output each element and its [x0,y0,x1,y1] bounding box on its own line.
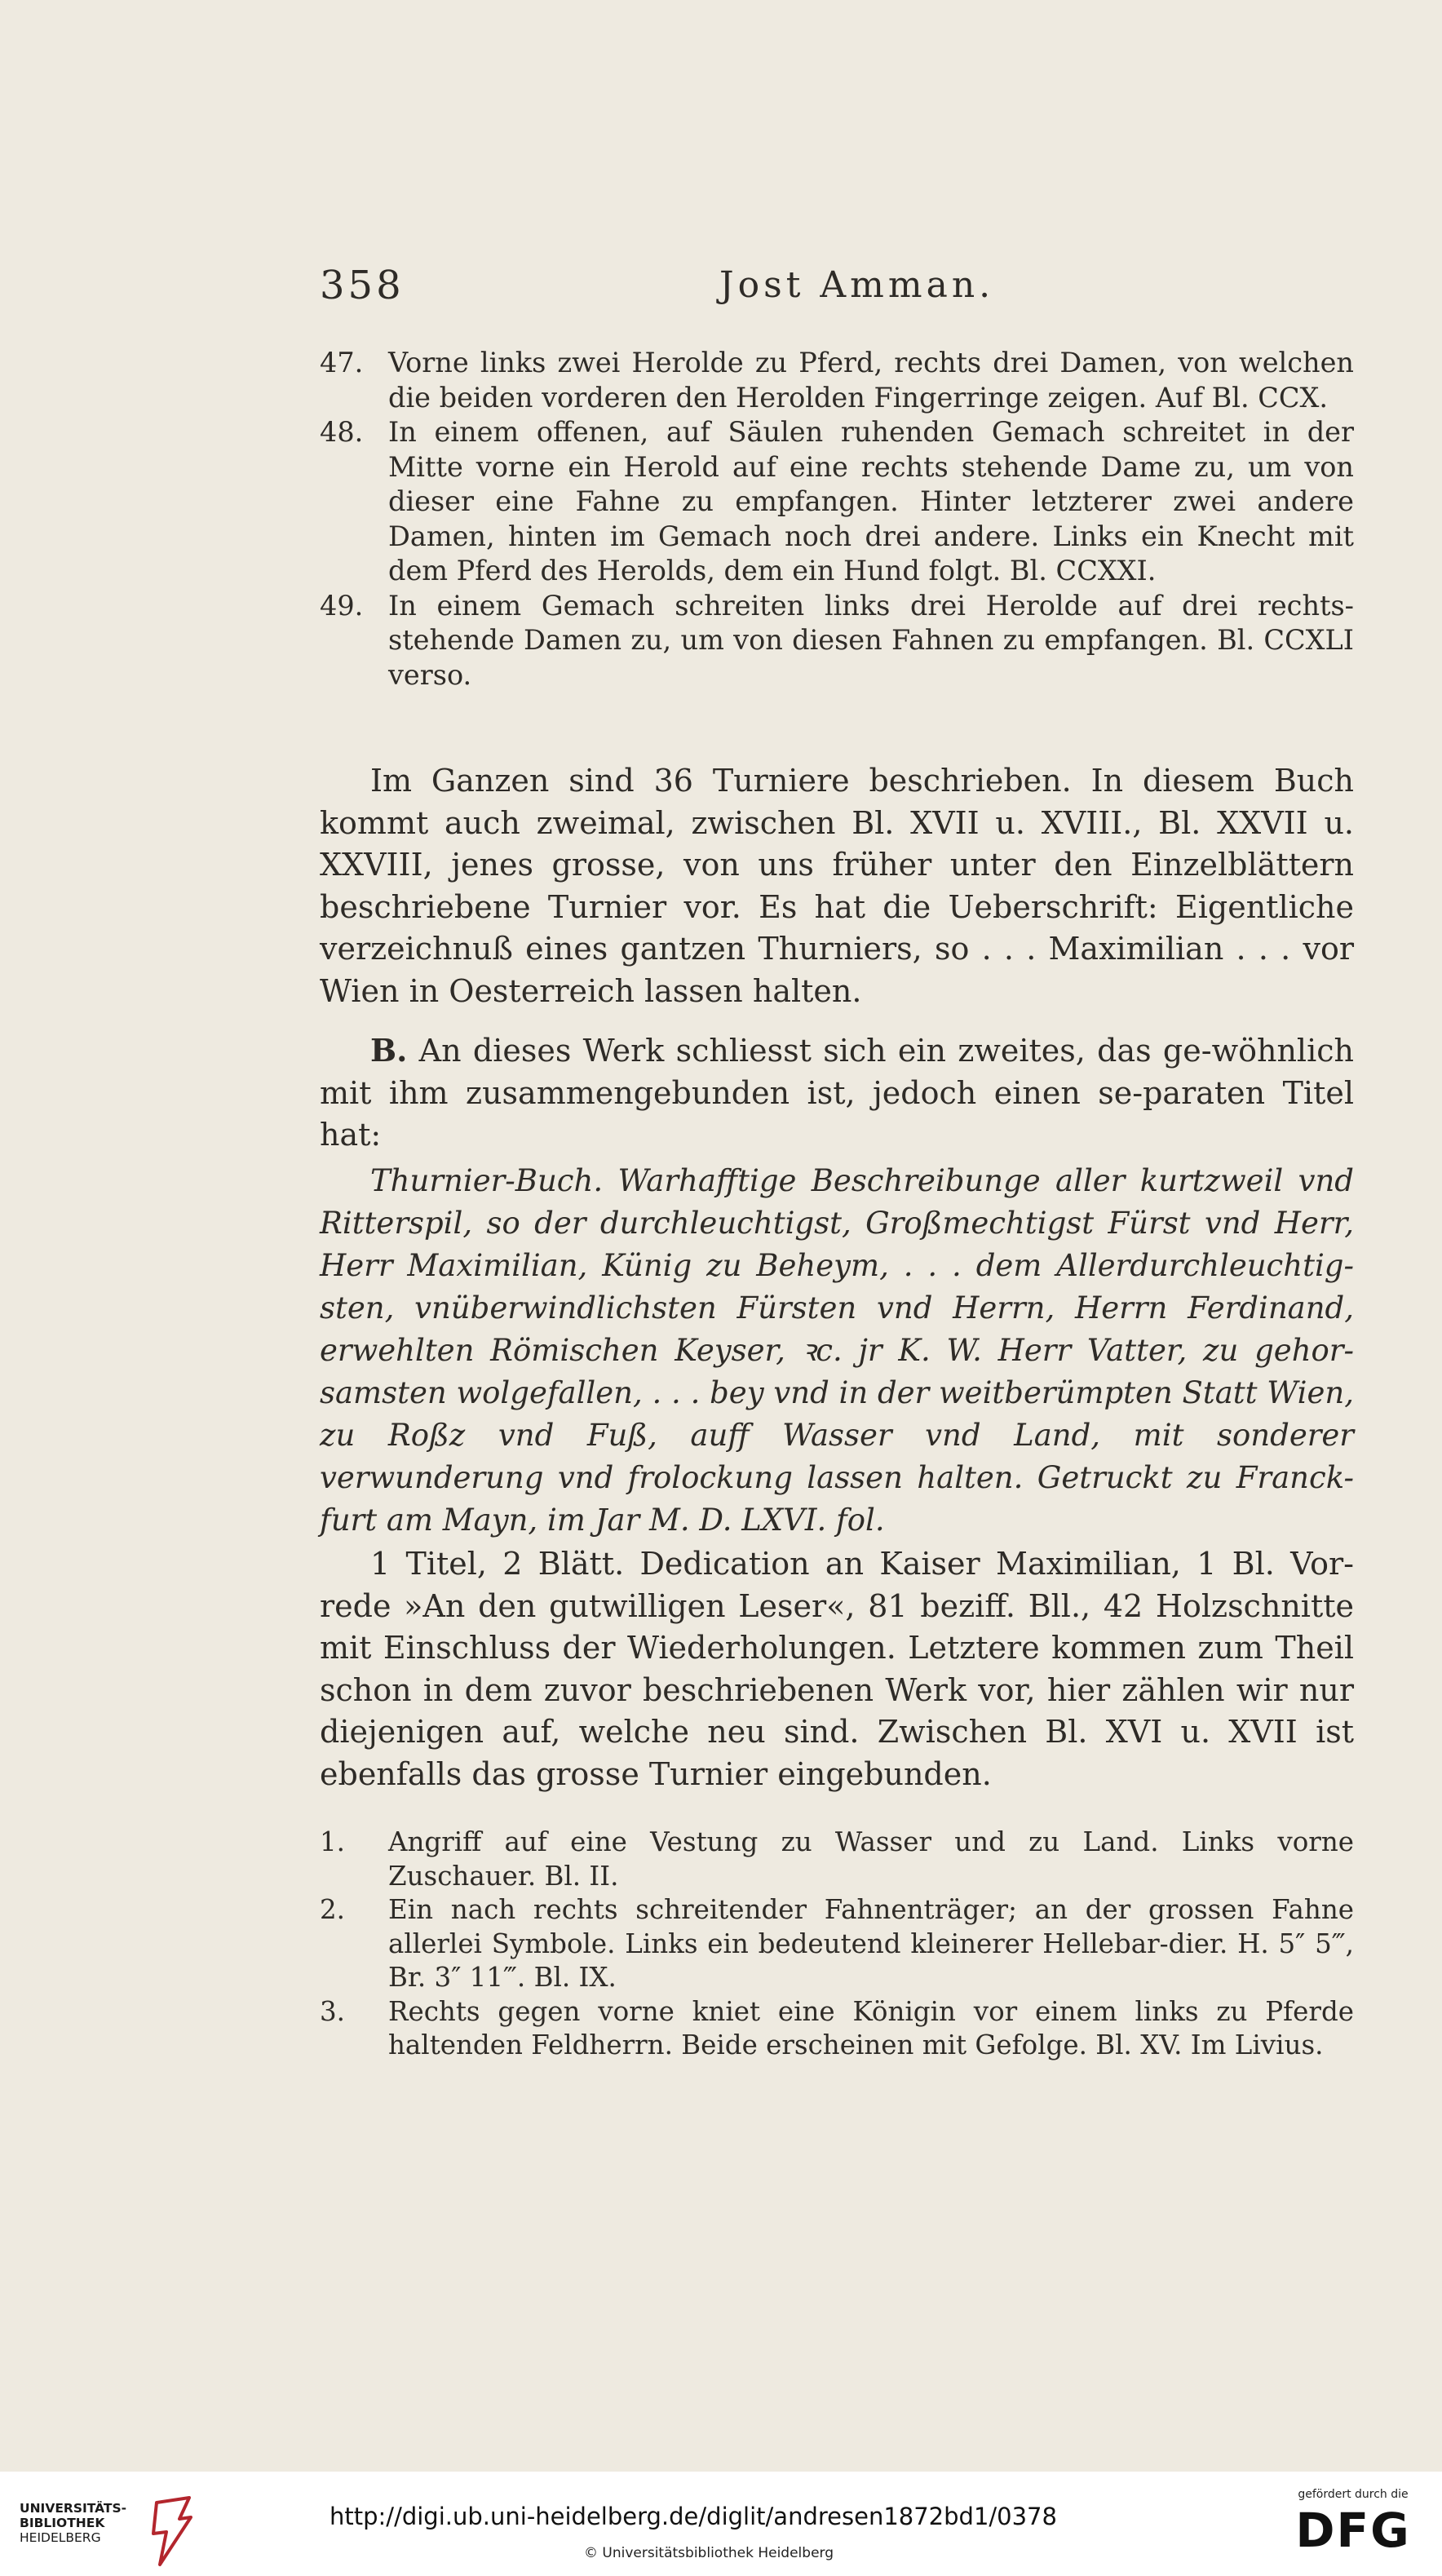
library-name-text: UNIVERSITÄTS- BIBLIOTHEK [20,2501,127,2530]
library-name [20,2501,126,2545]
entry-text: In einem Gemach schreiten links drei Herolde auf drei rechts-stehende Damen zu, um von diesen Fahnen zu empfangen. Bl. CCXLI verso. [388,589,1354,691]
library-city: HEIDELBERG [20,2530,101,2545]
library-logo[interactable] [20,2501,207,2574]
funding-note: gefördert durch die [1298,2488,1409,2501]
dfg-logo: DFG [1295,2503,1411,2558]
body-paragraph-collation [320,1543,1354,1795]
copyright-notice: © Universitätsbibliothek Heidelberg [584,2545,834,2561]
body-paragraph-summary [320,760,1354,1012]
digitization-footer [0,2472,1442,2576]
paragraph-text: Im Ganzen sind 36 Turniere beschrieben. In diesem Buch kommt auch zweimal, zwischen Bl. XVII u. XVIII., Bl. XXVII u. XXVIII, jenes grosse, von uns früher unter den Einzelblättern beschriebene Turnier vor. Es hat die Ueberschrift: Eigentliche verzeichnuß eines gantzen Thurniers, so . . . Maximilian . . . vor Wien in Oesterreich lassen halten. [320,763,1354,1009]
numbered-entries-second [320,1826,1354,2063]
entry-number: 49. [320,589,364,622]
numbered-entries-first [320,346,1354,693]
entry-48 [320,415,1354,589]
entry-text: Angriff auf eine Vestung zu Wasser und zu Land. Links vorne Zuschauer. Bl. II. [388,1826,1354,1892]
entry-3 [320,1995,1354,2063]
entry-49 [320,589,1354,693]
entry-text: In einem offenen, auf Säulen ruhenden Gemach schreitet in der Mitte vorne ein Herold auf eine rechts stehende Dame zu, um von dieser eine Fahne zu empfangen. Hinter letzterer zwei andere Damen, hinten im Gemach noch drei andere. Links ein Knecht mit dem Pferd des Herolds, dem ein Hund folgt. Bl. CCXXI. [388,416,1354,586]
section-letter: B. [370,1032,408,1069]
entry-2 [320,1893,1354,1995]
entry-number: 3. [320,1995,346,2027]
entry-47 [320,346,1354,415]
paragraph-text: An dieses Werk schliesst sich ein zweites, das ge-wöhnlich mit ihm zusammengebunden ist, jedoch einen se-paraten Titel hat: [320,1033,1354,1153]
entry-number: 47. [320,347,364,378]
entry-number: 2. [320,1894,346,1925]
permalink-url[interactable]: http://digi.ub.uni-heidelberg.de/diglit/andresen1872bd1/0378 [330,2503,1057,2530]
body-paragraph-section-b [320,1029,1354,1157]
running-title: Jost Amman. [719,264,995,306]
entry-1 [320,1826,1354,1893]
entry-number: 1. [320,1826,346,1857]
book-title-quotation [320,1160,1354,1542]
entry-number: 48. [320,416,364,448]
entry-text: Ein nach rechts schreitender Fahnenträger; an der grossen Fahne allerlei Symbole. Links ein bedeutend kleinerer Hellebar-dier. H. 5″ 5‴, Br. 3″ 11‴. Bl. IX. [388,1894,1354,1993]
dfg-funding-block[interactable] [1276,2488,1431,2558]
entry-text: Vorne links zwei Herolde zu Pferd, rechts drei Damen, von welchen die beiden vorderen den Herolden Fingerringe zeigen. Auf Bl. CCX. [388,347,1354,414]
page-number: 358 [320,263,405,308]
library-emblem-icon [142,2494,201,2568]
running-head [320,263,1356,312]
entry-text: Rechts gegen vorne kniet eine Königin vor einem links zu Pferde haltenden Feldherrn. Beide erscheinen mit Gefolge. Bl. XV. Im Livius. [388,1995,1354,2060]
quotation-text: Thurnier-Buch. Warhafftige Beschreibunge aller kurtzweil vnd Ritterspil, so der durchleuchtigst, Großmechtigst Fürst vnd Herr, Herr Maximilian, Künig zu Beheym, . . . dem Allerdurchleuchtig-sten, vnüberwindlichsten Fürsten vnd Herrn, Herrn Ferdinand, erwehlten Römischen Keyser, ꝛc. jr K. W. Herr Vatter, zu gehor-samsten wolgefallen, . . . bey vnd in der weitberümpten Statt Wien, zu Roßz vnd Fuß, auff Wasser vnd Land, mit sonderer verwunderung vnd frolockung lassen halten. Getruckt zu Franck-furt am Mayn, im Jar M. D. LXVI. fol. [320,1163,1354,1538]
paragraph-text: 1 Titel, 2 Blätt. Dedication an Kaiser Maximilian, 1 Bl. Vor-rede »An den gutwilligen Leser«, 81 beziff. Bll., 42 Holzschnitte mit Einschluss der Wiederholungen. Letztere kommen zum Theil schon in dem zuvor beschriebenen Werk vor, hier zählen wir nur diejenigen auf, welche neu sind. Zwischen Bl. XVI u. XVII ist ebenfalls das grosse Turnier eingebunden. [320,1546,1354,1792]
